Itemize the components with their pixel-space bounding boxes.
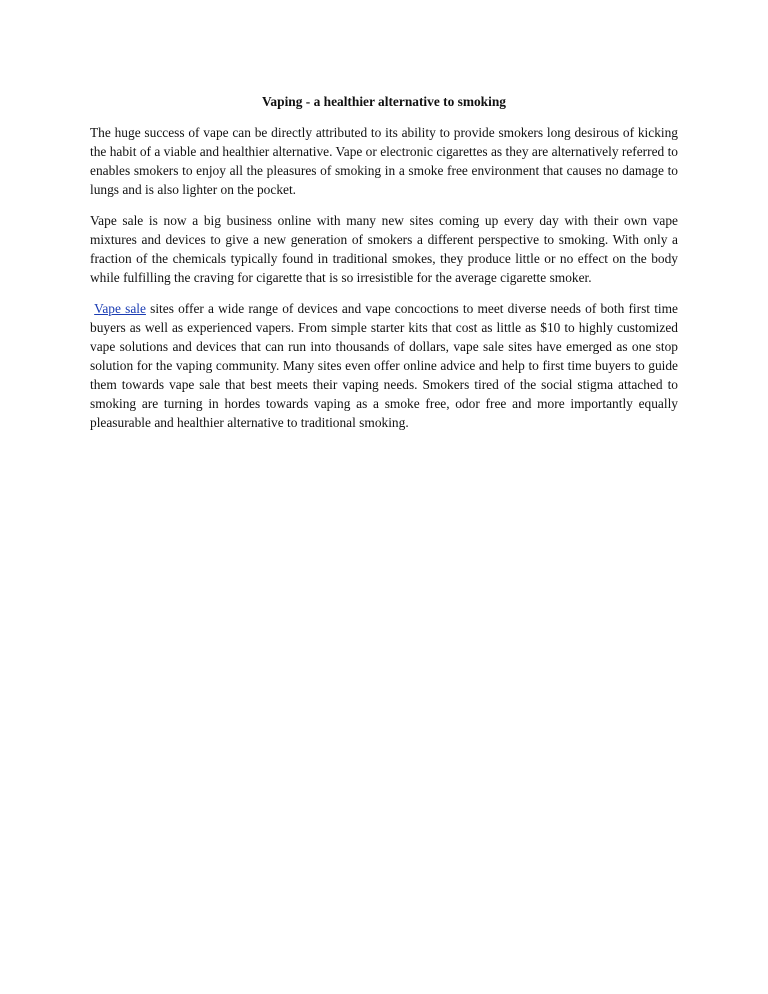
paragraph-2: Vape sale is now a big business online with many new sites coming up every day with their own vape mixtures and devices to give a new generation of smokers a different perspective to smoking. With only a fraction of the chemicals typically found in traditional smokes, they produce little or no effect on the body while fulfilling the craving for cigarette that is so irresistible for the average cigarette smoker. bbox=[90, 213, 678, 285]
vape-sale-link[interactable]: Vape sale bbox=[94, 301, 146, 316]
document-title: Vaping - a healthier alternative to smoking bbox=[261, 94, 506, 109]
paragraph-3 bbox=[90, 299, 678, 432]
document-body bbox=[90, 92, 678, 444]
paragraph-1: The huge success of vape can be directly attributed to its ability to provide smokers long desirous of kicking the habit of a viable and healthier alternative. Vape or electronic cigarettes as they are alternatively referred to enables smokers to enjoy all the pleasures of smoking in a smoke free environment that causes no damage to lungs and is also lighter on the pocket. bbox=[90, 125, 678, 197]
paragraph-3-text: sites offer a wide range of devices and vape concoctions to meet diverse needs of both first time buyers as well as experienced vapers. From simple starter kits that cost as little as $10 to highly customized vape solutions and devices that can run into thousands of dollars, vape sale sites have emerged as one stop solution for the vaping community. Many sites even offer online advice and help to first time buyers to guide them towards vape sale that best meets their vaping needs. Smokers tired of the social stigma attached to smoking are turning in hordes towards vaping as a smoke free, odor free and more importantly equally pleasurable and healthier alternative to traditional smoking. bbox=[90, 301, 678, 430]
